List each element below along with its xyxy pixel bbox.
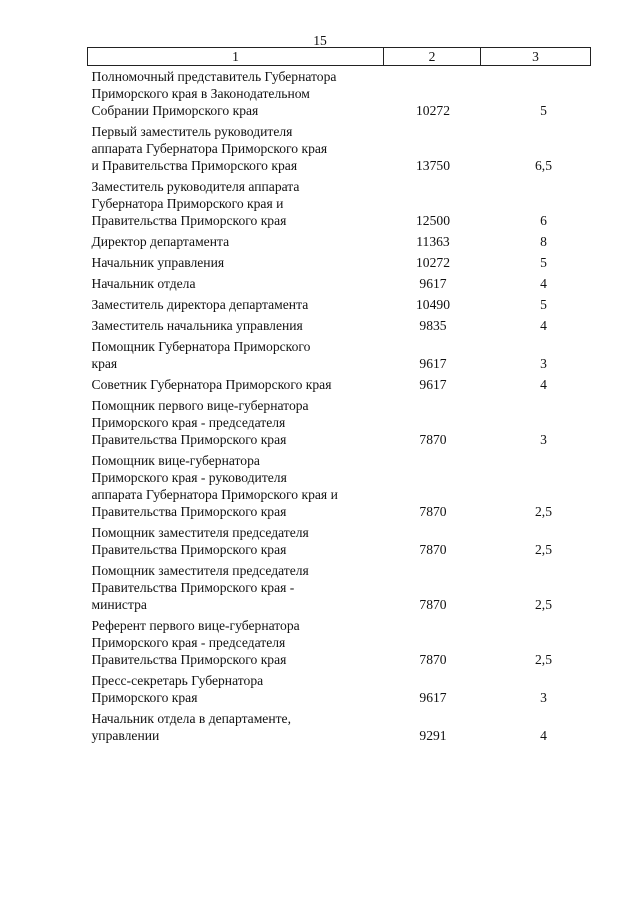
position-cell: Помощник Губернатора Приморского края: [91, 339, 311, 371]
position-cell: Советник Губернатора Приморского края: [91, 377, 332, 392]
col3-value: 2,5: [535, 504, 552, 519]
position-cell: Начальник отдела: [91, 276, 196, 291]
col2-value: 9617: [419, 356, 447, 371]
col2-value: 7870: [419, 504, 447, 519]
col2-value: 10490: [416, 297, 450, 312]
col3-value: 2,5: [535, 542, 552, 557]
col2-value: 9617: [419, 690, 447, 705]
col2-value: 7870: [419, 542, 447, 557]
col2-value: 10272: [416, 103, 450, 118]
table-row: [88, 252, 591, 273]
col3-value: 5: [540, 255, 547, 270]
page-number: 15: [313, 33, 327, 48]
header-col-3: 3: [481, 48, 591, 66]
col2-value: 13750: [416, 158, 450, 173]
col2-value: 10272: [416, 255, 450, 270]
col3-value: 3: [540, 690, 547, 705]
table-row: [88, 273, 591, 294]
col3-value: 4: [540, 728, 547, 743]
col3-value: 4: [540, 276, 547, 291]
col2-value: 9617: [419, 377, 447, 392]
position-cell: Помощник вице-губернатора Приморского края - руководителя аппарата Губернатора Приморского края и Правительства Приморского края: [91, 453, 338, 519]
col3-value: 4: [540, 318, 547, 333]
position-cell: Заместитель руководителя аппарата Губернатора Приморского края и Правительства Приморского края: [91, 179, 300, 228]
table-row: [88, 450, 591, 522]
col2-value: 11363: [416, 234, 450, 249]
table-row: [88, 670, 591, 708]
col2-value: 9291: [419, 728, 447, 743]
table-row: [88, 231, 591, 252]
position-cell: Помощник заместителя председателя Правительства Приморского края - министра: [91, 563, 309, 612]
position-cell: Пресс-секретарь Губернатора Приморского края: [91, 673, 264, 705]
col3-value: 3: [540, 432, 547, 447]
table-row: [88, 66, 591, 122]
col3-value: 2,5: [535, 597, 552, 612]
position-cell: Помощник заместителя председателя Правительства Приморского края: [91, 525, 309, 557]
col3-value: 6: [540, 213, 547, 228]
position-cell: Заместитель директора департамента: [91, 297, 309, 312]
position-cell: Помощник первого вице-губернатора Приморского края - председателя Правительства Приморского края: [91, 398, 309, 447]
header-col-1: 1: [88, 48, 384, 66]
table-row: [88, 395, 591, 450]
table-body: [88, 66, 591, 747]
header-col-2: 2: [384, 48, 481, 66]
col2-value: 9835: [419, 318, 447, 333]
col2-value: 7870: [419, 652, 447, 667]
col3-value: 8: [540, 234, 547, 249]
position-cell: Референт первого вице-губернатора Приморского края - председателя Правительства Приморского края: [91, 618, 300, 667]
col2-value: 12500: [416, 213, 450, 228]
table-header: [88, 48, 591, 66]
col2-value: 7870: [419, 432, 447, 447]
table-row: [88, 315, 591, 336]
table-row: [88, 615, 591, 670]
position-cell: Начальник отдела в департаменте, управлении: [91, 711, 291, 743]
position-cell: Заместитель начальника управления: [91, 318, 303, 333]
position-cell: Полномочный представитель Губернатора Приморского края в Законодательном Собрании Приморского края: [91, 69, 337, 118]
position-cell: Начальник управления: [91, 255, 225, 270]
col3-value: 3: [540, 356, 547, 371]
col3-value: 6,5: [535, 158, 552, 173]
table-row: [88, 560, 591, 615]
position-cell: Директор департамента: [91, 234, 230, 249]
position-cell: Первый заместитель руководителя аппарата Губернатора Приморского края и Правительства Приморского края: [91, 124, 328, 173]
col2-value: 7870: [419, 597, 447, 612]
table-row: [88, 374, 591, 395]
table-row: [88, 294, 591, 315]
col3-value: 4: [540, 377, 547, 392]
col3-value: 2,5: [535, 652, 552, 667]
table-row: [88, 708, 591, 746]
table-row: [88, 336, 591, 374]
table-row: [88, 522, 591, 560]
table-row: [88, 176, 591, 231]
table-row: [88, 121, 591, 176]
col3-value: 5: [540, 103, 547, 118]
col3-value: 5: [540, 297, 547, 312]
col2-value: 9617: [419, 276, 447, 291]
salary-table: [87, 47, 591, 746]
